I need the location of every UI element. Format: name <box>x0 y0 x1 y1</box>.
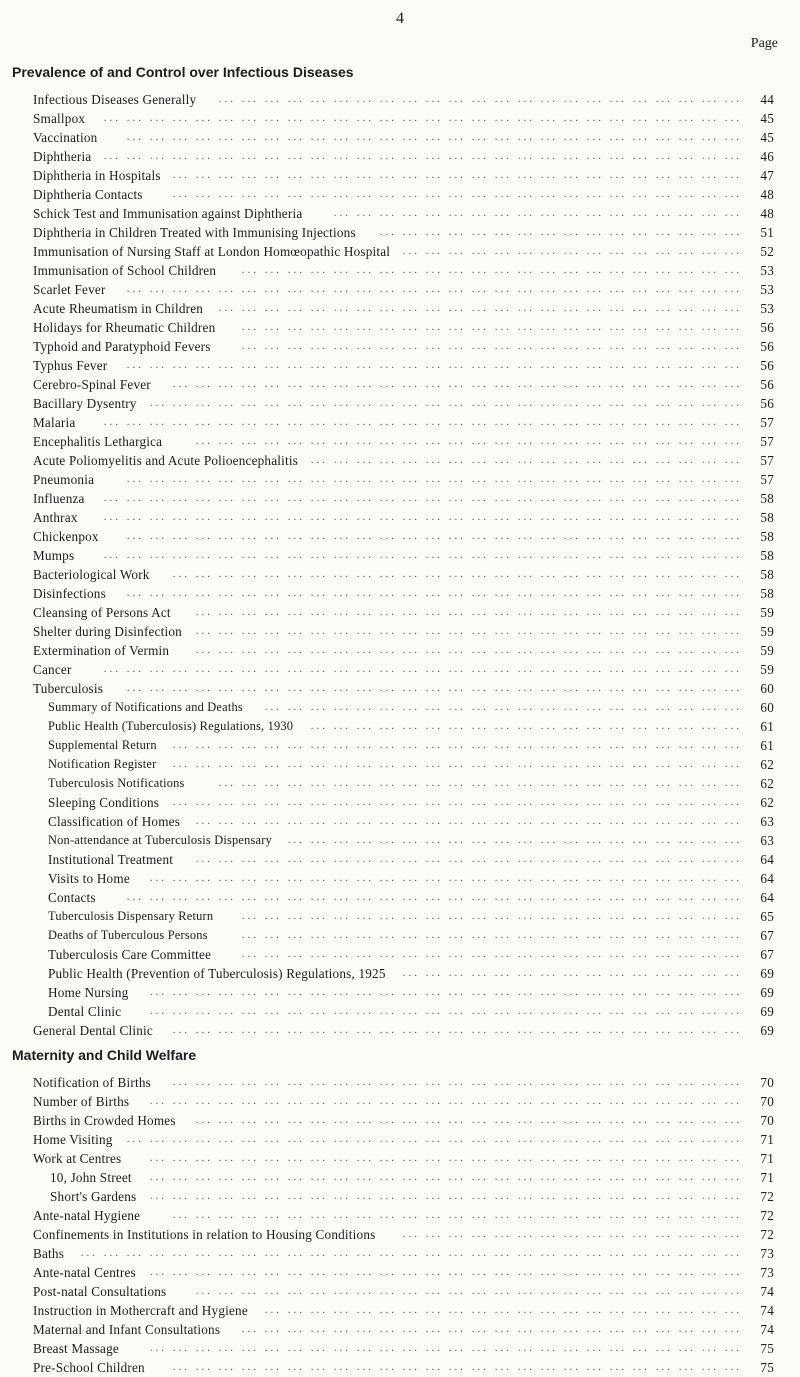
dot-leader: ... ... ... ... ... ... ... ... ... ... ... ... ... ... ... ... ... ... ... ... ... ... ... ... ... ... <box>149 1095 742 1107</box>
entry-title: General Dental Clinic <box>33 1023 153 1038</box>
dot-leader: ... ... ... ... ... ... ... ... ... ... ... ... ... ... ... ... ... ... ... ... ... ... ... ... ... ... ... <box>126 131 742 143</box>
dot-leader: ... ... ... ... ... ... ... ... ... ... ... ... ... ... ... ... ... ... ... ... ... ... ... ... ... ... ... ... <box>103 112 742 124</box>
dot-leader: ... ... ... ... ... ... ... ... ... ... ... ... ... ... ... ... ... ... ... ... ... ... ... ... ... ... ... <box>126 587 742 599</box>
dot-leader: ... ... ... ... ... ... ... ... ... ... ... ... ... ... ... ... ... ... ... ... ... ... ... ... ... ... <box>149 397 742 409</box>
dot-leader: ... ... ... ... ... ... ... ... ... ... ... ... ... ... ... ... ... ... ... ... ... ... ... ... <box>195 1285 742 1297</box>
entry-page-number: 52 <box>760 244 774 259</box>
index-entry <box>0 774 800 793</box>
entry-title: Sleeping Conditions <box>48 795 160 810</box>
dot-leader: ... ... ... ... ... ... ... ... ... ... ... ... ... ... ... ... ... ... ... ... ... ... ... ... <box>195 435 742 447</box>
index-entry <box>0 565 800 584</box>
entry-page-number: 70 <box>760 1075 774 1090</box>
index-entry <box>0 1206 800 1225</box>
index-entry <box>0 375 800 394</box>
entry-title: Shelter during Disinfection <box>33 624 182 639</box>
index-entry <box>0 280 800 299</box>
index-entry <box>0 983 800 1002</box>
entry-title: Cleansing of Persons Act <box>33 605 171 620</box>
entry-title: Encephalitis Lethargica <box>33 434 163 449</box>
index-entry <box>0 641 800 660</box>
entry-title: Classification of Homes <box>48 814 181 829</box>
entry-page-number: 72 <box>760 1189 774 1204</box>
entry-title: Baths <box>33 1246 65 1261</box>
entry-page-number: 69 <box>760 1004 774 1019</box>
entry-page-number: 58 <box>760 567 774 582</box>
dot-leader: ... ... ... ... ... ... ... ... ... ... ... ... ... ... ... ... ... ... ... ... ... ... <box>241 1323 742 1335</box>
dot-leader: ... ... ... ... ... ... ... ... ... ... ... ... ... ... ... ... ... ... ... ... ... ... ... ... ... ... <box>149 1266 742 1278</box>
dot-leader: ... ... ... ... ... ... ... ... ... ... ... ... ... ... ... ... ... ... ... ... ... ... ... ... <box>195 853 742 865</box>
entry-page-number: 74 <box>760 1303 774 1318</box>
entry-page-number: 44 <box>760 92 774 107</box>
index-entry <box>0 850 800 869</box>
entry-page-number: 64 <box>760 852 774 867</box>
entry-title: Notification Register <box>48 757 157 771</box>
index-entry <box>0 1021 800 1040</box>
entry-page-number: 62 <box>760 757 774 772</box>
entry-title: Breast Massage <box>33 1341 119 1356</box>
entry-title: Acute Rheumatism in Children <box>33 301 204 316</box>
dot-leader: ... ... ... ... ... ... ... ... ... ... ... ... ... ... ... ... ... ... ... ... ... ... ... ... ... ... ... <box>126 682 742 694</box>
index-entry <box>0 413 800 432</box>
index-entry <box>0 603 800 622</box>
entry-title: Cancer <box>33 662 72 677</box>
dot-leader: ... ... ... ... ... ... ... ... ... ... ... ... ... ... ... ... ... ... ... ... ... ... ... ... ... <box>172 188 742 200</box>
index-entry <box>0 451 800 470</box>
index-entry <box>0 489 800 508</box>
index-entry <box>0 1187 800 1206</box>
entry-page-number: 57 <box>760 472 774 487</box>
dot-leader: ... ... ... ... ... ... ... ... ... ... ... ... ... ... ... ... ... ... ... ... ... ... ... ... ... ... ... ... <box>103 511 742 523</box>
dot-leader: ... ... ... ... ... ... ... ... ... ... ... ... ... ... ... ... ... ... ... ... ... ... <box>241 340 742 352</box>
entry-title: Diphtheria <box>33 149 92 164</box>
index-entry <box>0 907 800 926</box>
entry-title: Typhus Fever <box>33 358 108 373</box>
dot-leader: ... ... ... ... ... ... ... ... ... ... ... ... ... ... ... ... ... ... ... ... ... ... ... ... ... ... <box>149 1152 742 1164</box>
entry-title: Dental Clinic <box>48 1004 122 1019</box>
dot-leader: ... ... ... ... ... ... ... ... ... ... ... ... ... ... ... ... ... ... ... ... ... ... ... <box>218 93 742 105</box>
index-entry <box>0 1002 800 1021</box>
entry-title: Influenza <box>33 491 85 506</box>
entry-title: Cerebro-Spinal Fever <box>33 377 151 392</box>
entry-page-number: 64 <box>760 890 774 905</box>
entry-page-number: 73 <box>760 1246 774 1261</box>
dot-leader: ... ... ... ... ... ... ... ... ... ... ... ... ... ... ... ... ... ... ... ... ... ... ... ... ... ... <box>149 872 742 884</box>
dot-leader: ... ... ... ... ... ... ... ... ... ... ... ... ... ... ... ... ... ... ... ... ... <box>264 701 742 713</box>
entry-page-number: 61 <box>760 738 774 753</box>
entry-page-number: 71 <box>760 1170 774 1185</box>
index-entry <box>0 698 800 717</box>
entry-title: Maternal and Infant Consultations <box>33 1322 221 1337</box>
entry-page-number: 60 <box>760 681 774 696</box>
entry-list <box>0 1073 800 1377</box>
index-entry <box>0 147 800 166</box>
entry-page-number: 69 <box>760 1023 774 1038</box>
dot-leader: ... ... ... ... ... ... ... ... ... ... ... ... ... ... ... ... ... ... ... ... ... ... ... ... ... ... ... <box>126 530 742 542</box>
dot-leader: ... ... ... ... ... ... ... ... ... ... ... ... ... ... ... ... ... ... ... ... ... ... ... ... ... <box>172 169 742 181</box>
index-entry <box>0 128 800 147</box>
index-entry <box>0 926 800 945</box>
entry-title: Home Visiting <box>33 1132 113 1147</box>
entry-title: Bacteriological Work <box>33 567 150 582</box>
entry-title: Post-natal Consultations <box>33 1284 167 1299</box>
index-entry <box>0 1092 800 1111</box>
section-maternity-child-welfare <box>0 1045 800 1377</box>
index-entry <box>0 1244 800 1263</box>
entry-page-number: 67 <box>760 947 774 962</box>
entry-title: Infectious Diseases Generally <box>33 92 197 107</box>
entry-page-number: 46 <box>760 149 774 164</box>
entry-page-number: 69 <box>760 966 774 981</box>
entry-title: Vaccination <box>33 130 98 145</box>
entry-title: Bacillary Dysentry <box>33 396 137 411</box>
entry-title: Diphtheria Contacts <box>33 187 143 202</box>
entry-page-number: 59 <box>760 643 774 658</box>
entry-page-number: 48 <box>760 187 774 202</box>
page-number: 4 <box>396 10 404 27</box>
dot-leader: ... ... ... ... ... ... ... ... ... ... ... ... ... ... ... ... ... ... ... ... ... ... ... ... ... ... ... ... <box>103 416 742 428</box>
entry-title: Supplemental Return <box>48 738 157 752</box>
index-entry <box>0 736 800 755</box>
dot-leader: ... ... ... ... ... ... ... ... ... ... ... ... ... ... ... ... ... ... ... ... ... ... ... ... ... ... ... ... <box>103 549 742 561</box>
entry-title: Disinfections <box>33 586 106 601</box>
dot-leader: ... ... ... ... ... ... ... ... ... ... ... ... ... ... ... ... ... ... ... ... ... ... ... ... ... ... ... ... <box>103 150 742 162</box>
index-entry <box>0 109 800 128</box>
dot-leader: ... ... ... ... ... ... ... ... ... ... ... ... ... ... ... ... <box>379 226 742 238</box>
index-entry <box>0 527 800 546</box>
dot-leader: ... ... ... ... ... ... ... ... ... ... ... ... ... ... ... <box>402 967 742 979</box>
entry-title: Summary of Notifications and Deaths <box>48 700 243 714</box>
index-entry <box>0 1263 800 1282</box>
entry-page-number: 58 <box>760 586 774 601</box>
index-entry <box>0 1130 800 1149</box>
index-entry <box>0 546 800 565</box>
entry-title: Non-attendance at Tuberculosis Dispensary <box>48 833 272 847</box>
index-entry <box>0 299 800 318</box>
index-entry <box>0 812 800 831</box>
index-entry <box>0 945 800 964</box>
dot-leader: ... ... ... ... ... ... ... ... ... ... ... ... ... ... ... ... ... ... ... ... ... ... ... ... ... <box>172 1209 742 1221</box>
entry-title: Tuberculosis Care Committee <box>48 947 212 962</box>
dot-leader: ... ... ... ... ... ... ... ... ... ... ... ... ... ... ... ... ... ... ... ... ... ... ... ... ... <box>172 568 742 580</box>
dot-leader: ... ... ... ... ... ... ... ... ... ... ... ... ... ... ... ... ... ... ... ... ... ... ... ... ... ... ... <box>126 473 742 485</box>
index-entry <box>0 831 800 850</box>
entry-title: Schick Test and Immunisation against Diphtheria <box>33 206 303 221</box>
entry-page-number: 69 <box>760 985 774 1000</box>
entry-title: Ante-natal Centres <box>33 1265 136 1280</box>
entry-page-number: 64 <box>760 871 774 886</box>
dot-leader: ... ... ... ... ... ... ... ... ... ... ... ... ... ... ... ... ... ... ... ... ... ... ... ... ... ... <box>149 1342 742 1354</box>
entry-title: Extermination of Vermin <box>33 643 170 658</box>
index-entry <box>0 793 800 812</box>
entry-title: Mumps <box>33 548 75 563</box>
dot-leader: ... ... ... ... ... ... ... ... ... ... ... ... ... ... ... ... ... ... ... ... ... ... ... ... ... ... ... <box>126 359 742 371</box>
entry-title: Diphtheria in Children Treated with Immunising Injections <box>33 225 356 240</box>
entry-list <box>0 90 800 1040</box>
dot-leader: ... ... ... ... ... ... ... ... ... ... ... ... ... ... ... ... ... ... ... <box>310 454 742 466</box>
entry-page-number: 74 <box>760 1284 774 1299</box>
entry-page-number: 60 <box>760 700 774 715</box>
entry-page-number: 61 <box>760 719 774 734</box>
entry-page-number: 47 <box>760 168 774 183</box>
index-entry <box>0 1320 800 1339</box>
dot-leader: ... ... ... ... ... ... ... ... ... ... ... ... ... ... ... ... ... ... ... ... ... ... <box>241 929 742 941</box>
entry-title: Malaria <box>33 415 76 430</box>
section-heading: Prevalence of and Control over Infectious Diseases <box>12 64 354 80</box>
index-entry <box>0 508 800 527</box>
entry-title: Immunisation of School Children <box>33 263 217 278</box>
dot-leader: ... ... ... ... ... ... ... ... ... ... ... ... ... ... ... ... ... ... ... ... ... ... ... ... ... <box>172 1361 742 1373</box>
entry-page-number: 63 <box>760 814 774 829</box>
entry-title: Holidays for Rheumatic Children <box>33 320 216 335</box>
index-entry <box>0 1073 800 1092</box>
dot-leader: ... ... ... ... ... ... ... ... ... ... ... ... ... ... ... ... ... ... ... ... ... ... ... ... ... ... <box>149 1171 742 1183</box>
dot-leader: ... ... ... ... ... ... ... ... ... ... ... ... ... ... ... ... ... ... ... ... ... ... ... ... ... ... ... <box>126 891 742 903</box>
index-entry <box>0 964 800 983</box>
entry-title: Tuberculosis Dispensary Return <box>48 909 214 923</box>
dot-leader: ... ... ... ... ... ... ... ... ... ... ... ... ... ... ... ... ... ... ... ... ... ... ... ... ... <box>172 1076 742 1088</box>
entry-page-number: 56 <box>760 320 774 335</box>
entry-title: Institutional Treatment <box>48 852 174 867</box>
dot-leader: ... ... ... ... ... ... ... ... ... ... ... ... ... ... ... ... ... ... ... ... ... ... ... <box>218 302 742 314</box>
index-entry <box>0 717 800 736</box>
entry-title: Ante-natal Hygiene <box>33 1208 141 1223</box>
dot-leader: ... ... ... ... ... ... ... ... ... ... ... ... ... ... ... ... ... ... ... ... ... ... ... ... ... <box>172 378 742 390</box>
entry-page-number: 62 <box>760 776 774 791</box>
dot-leader: ... ... ... ... ... ... ... ... ... ... ... ... ... ... ... ... ... ... ... ... ... ... ... ... <box>195 815 742 827</box>
index-entry <box>0 432 800 451</box>
dot-leader: ... ... ... ... ... ... ... ... ... ... ... ... ... ... ... ... ... ... ... ... <box>287 834 742 846</box>
dot-leader: ... ... ... ... ... ... ... ... ... ... ... ... ... ... ... ... ... ... ... ... ... ... ... <box>218 777 742 789</box>
dot-leader: ... ... ... ... ... ... ... ... ... ... ... ... ... ... ... <box>402 245 742 257</box>
entry-title: Acute Poliomyelitis and Acute Polioencephalitis <box>33 453 299 468</box>
dot-leader: ... ... ... ... ... ... ... ... ... ... ... ... ... ... ... ... ... ... ... ... ... ... ... ... ... ... ... <box>126 1133 742 1145</box>
entry-title: Contacts <box>48 890 96 905</box>
index-entry <box>0 185 800 204</box>
entry-title: Notification of Births <box>33 1075 151 1090</box>
entry-page-number: 58 <box>760 491 774 506</box>
dot-leader: ... ... ... ... ... ... ... ... ... ... ... ... ... ... ... ... ... ... ... ... ... ... ... ... ... <box>172 796 742 808</box>
index-entry <box>0 261 800 280</box>
dot-leader: ... ... ... ... ... ... ... ... ... ... ... ... ... ... ... ... ... ... ... ... ... ... ... ... ... <box>172 739 742 751</box>
entry-page-number: 53 <box>760 263 774 278</box>
entry-title: Smallpox <box>33 111 86 126</box>
entry-title: Public Health (Tuberculosis) Regulations, 1930 <box>48 719 294 733</box>
entry-page-number: 63 <box>760 833 774 848</box>
entry-title: Short's Gardens <box>50 1189 137 1204</box>
entry-page-number: 70 <box>760 1094 774 1109</box>
entry-page-number: 75 <box>760 1341 774 1356</box>
index-entry <box>0 1168 800 1187</box>
index-entry <box>0 90 800 109</box>
section-infectious-diseases <box>0 62 800 1040</box>
entry-page-number: 59 <box>760 605 774 620</box>
index-entry <box>0 394 800 413</box>
index-entry <box>0 869 800 888</box>
entry-title: Deaths of Tuberculous Persons <box>48 928 208 942</box>
entry-title: Tuberculosis <box>33 681 104 696</box>
entry-title: Scarlet Fever <box>33 282 106 297</box>
dot-leader: ... ... ... ... ... ... ... ... ... ... ... ... ... ... ... ... ... ... ... ... ... ... <box>241 264 742 276</box>
dot-leader: ... ... ... ... ... ... ... ... ... ... ... ... ... ... ... ... ... ... ... ... ... ... ... ... <box>195 1114 742 1126</box>
entry-page-number: 45 <box>760 130 774 145</box>
entry-page-number: 45 <box>760 111 774 126</box>
entry-title: Work at Centres <box>33 1151 122 1166</box>
index-entry <box>0 888 800 907</box>
index-entry <box>0 622 800 641</box>
index-entry <box>0 166 800 185</box>
dot-leader: ... ... ... ... ... ... ... ... ... ... ... ... ... ... ... ... ... ... ... ... ... ... <box>241 321 742 333</box>
entry-title: Number of Births <box>33 1094 130 1109</box>
entry-title: Immunisation of Nursing Staff at London Homœopathic Hospital <box>33 244 391 259</box>
entry-page-number: 58 <box>760 548 774 563</box>
index-entry <box>0 679 800 698</box>
entry-page-number: 57 <box>760 434 774 449</box>
index-entry <box>0 584 800 603</box>
dot-leader: ... ... ... ... ... ... ... ... ... ... ... ... ... ... ... ... ... ... ... ... ... ... ... ... <box>195 625 742 637</box>
entry-title: Public Health (Prevention of Tuberculosis) Regulations, 1925 <box>48 966 386 981</box>
entry-title: Visits to Home <box>48 871 130 886</box>
index-entry <box>0 660 800 679</box>
entry-page-number: 58 <box>760 529 774 544</box>
entry-page-number: 53 <box>760 282 774 297</box>
entry-page-number: 56 <box>760 339 774 354</box>
index-entry <box>0 1225 800 1244</box>
index-entry <box>0 223 800 242</box>
entry-page-number: 53 <box>760 301 774 316</box>
entry-page-number: 65 <box>760 909 774 924</box>
entry-title: Pre-School Children <box>33 1360 145 1375</box>
entry-page-number: 67 <box>760 928 774 943</box>
dot-leader: ... ... ... ... ... ... ... ... ... ... ... ... ... ... ... ... ... ... ... ... ... ... <box>241 948 742 960</box>
page-column-label: Page <box>750 36 778 51</box>
index-entry <box>0 1339 800 1358</box>
index-entry <box>0 755 800 774</box>
dot-leader: ... ... ... ... ... ... ... ... ... ... ... ... ... ... ... ... ... ... ... ... ... ... ... ... ... <box>172 1024 742 1036</box>
entry-page-number: 70 <box>760 1113 774 1128</box>
entry-page-number: 56 <box>760 358 774 373</box>
entry-page-number: 48 <box>760 206 774 221</box>
dot-leader: ... ... ... ... ... ... ... ... ... ... ... ... ... ... ... ... ... ... ... <box>310 720 742 732</box>
index-entry <box>0 470 800 489</box>
entry-page-number: 72 <box>760 1208 774 1223</box>
entry-title: Confinements in Institutions in relation to Housing Conditions <box>33 1227 376 1242</box>
index-entry <box>0 318 800 337</box>
entry-page-number: 51 <box>760 225 774 240</box>
entry-title: Home Nursing <box>48 985 129 1000</box>
index-entry <box>0 1282 800 1301</box>
entry-page-number: 56 <box>760 396 774 411</box>
dot-leader: ... ... ... ... ... ... ... ... ... ... ... ... ... ... ... ... ... ... ... ... ... ... ... ... ... ... ... ... <box>103 492 742 504</box>
dot-leader: ... ... ... ... ... ... ... ... ... ... ... ... ... ... ... ... ... ... ... ... ... ... ... ... <box>195 606 742 618</box>
entry-page-number: 73 <box>760 1265 774 1280</box>
entry-page-number: 62 <box>760 795 774 810</box>
dot-leader: ... ... ... ... ... ... ... ... ... ... ... ... ... ... ... ... ... ... ... ... ... ... <box>241 910 742 922</box>
entry-title: Instruction in Mothercraft and Hygiene <box>33 1303 248 1318</box>
dot-leader: ... ... ... ... ... ... ... ... ... ... ... ... ... ... ... ... ... ... ... ... ... ... ... ... ... ... <box>149 1005 742 1017</box>
index-entry <box>0 1358 800 1377</box>
dot-leader: ... ... ... ... ... ... ... ... ... ... ... ... ... ... ... ... ... ... ... ... ... ... ... ... ... ... <box>149 986 742 998</box>
entry-page-number: 57 <box>760 415 774 430</box>
entry-page-number: 56 <box>760 377 774 392</box>
index-entry <box>0 356 800 375</box>
dot-leader: ... ... ... ... ... ... ... ... ... ... ... ... ... ... ... ... ... ... ... ... ... ... ... ... <box>195 644 742 656</box>
dot-leader: ... ... ... ... ... ... ... ... ... ... ... ... ... ... ... ... ... ... ... ... ... ... ... ... ... <box>172 758 742 770</box>
entry-page-number: 59 <box>760 662 774 677</box>
entry-page-number: 57 <box>760 453 774 468</box>
entry-title: Chickenpox <box>33 529 99 544</box>
dot-leader: ... ... ... ... ... ... ... ... ... ... ... ... ... ... ... ... ... ... ... ... ... ... ... ... ... ... <box>149 1190 742 1202</box>
entry-title: Diphtheria in Hospitals <box>33 168 161 183</box>
index-entry <box>0 242 800 261</box>
index-entry <box>0 204 800 223</box>
entry-title: Typhoid and Paratyphoid Fevers <box>33 339 211 354</box>
entry-title: 10, John Street <box>50 1170 132 1185</box>
entry-page-number: 71 <box>760 1132 774 1147</box>
dot-leader: ... ... ... ... ... ... ... ... ... ... ... ... ... ... ... <box>402 1228 742 1240</box>
entry-page-number: 71 <box>760 1151 774 1166</box>
entry-page-number: 59 <box>760 624 774 639</box>
dot-leader: ... ... ... ... ... ... ... ... ... ... ... ... ... ... ... ... ... ... <box>333 207 742 219</box>
entry-title: Anthrax <box>33 510 78 525</box>
section-heading: Maternity and Child Welfare <box>12 1047 197 1063</box>
entry-page-number: 58 <box>760 510 774 525</box>
dot-leader: ... ... ... ... ... ... ... ... ... ... ... ... ... ... ... ... ... ... ... ... ... ... ... ... ... ... ... ... ... <box>80 1247 742 1259</box>
index-entry <box>0 1111 800 1130</box>
dot-leader: ... ... ... ... ... ... ... ... ... ... ... ... ... ... ... ... ... ... ... ... ... <box>264 1304 742 1316</box>
entry-title: Births in Crowded Homes <box>33 1113 176 1128</box>
dot-leader: ... ... ... ... ... ... ... ... ... ... ... ... ... ... ... ... ... ... ... ... ... ... ... ... ... ... ... ... <box>103 663 742 675</box>
index-entry <box>0 337 800 356</box>
index-entry <box>0 1149 800 1168</box>
entry-title: Tuberculosis Notifications <box>48 776 185 790</box>
entry-title: Pneumonia <box>33 472 95 487</box>
index-entry <box>0 1301 800 1320</box>
dot-leader: ... ... ... ... ... ... ... ... ... ... ... ... ... ... ... ... ... ... ... ... ... ... ... ... ... ... ... <box>126 283 742 295</box>
entry-page-number: 75 <box>760 1360 774 1375</box>
entry-page-number: 74 <box>760 1322 774 1337</box>
entry-page-number: 72 <box>760 1227 774 1242</box>
